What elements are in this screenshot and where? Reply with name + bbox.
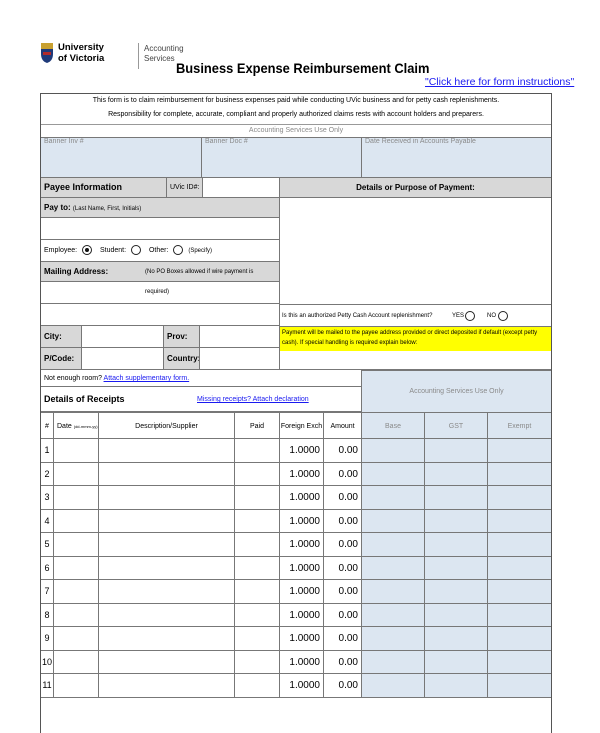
row-date-input[interactable]	[53, 580, 98, 604]
row-foreign-exch[interactable]: 1.0000	[279, 557, 323, 581]
row-amount: 0.00	[323, 580, 361, 604]
prov-input[interactable]	[199, 326, 279, 348]
mailing-address-hint: (No PO Boxes allowed if wire payment is required)	[145, 269, 254, 295]
intro-line-2: Responsibility for complete, accurate, compliant and properly authorized claims rests with account holders and preparers.	[108, 111, 484, 118]
row-number: 8	[41, 604, 53, 628]
petty-cash-no-radio[interactable]	[498, 311, 508, 321]
row-base-input[interactable]	[361, 439, 424, 463]
row-amount: 0.00	[323, 486, 361, 510]
banner-doc-field[interactable]	[201, 137, 361, 177]
col-exempt-header: Exempt	[487, 412, 551, 439]
row-paid-input[interactable]	[234, 651, 279, 675]
row-foreign-exch[interactable]: 1.0000	[279, 486, 323, 510]
petty-cash-yes-radio[interactable]	[465, 311, 475, 321]
row-paid-input[interactable]	[234, 674, 279, 698]
row-base-input[interactable]	[361, 627, 424, 651]
row-date-input[interactable]	[53, 533, 98, 557]
student-label: Student:	[99, 247, 127, 254]
petty-cash-row	[279, 304, 551, 326]
row-date-input[interactable]	[53, 651, 98, 675]
pcode-label: P/Code:	[41, 348, 81, 370]
employee-radio[interactable]	[82, 245, 92, 255]
mailing-address-input-2[interactable]	[41, 304, 279, 326]
row-exempt-input[interactable]	[487, 486, 551, 510]
row-date-input[interactable]	[53, 510, 98, 534]
row-gst-input[interactable]	[424, 463, 487, 487]
intro-line-1: This form is to claim reimbursement for business expenses paid while conducting UVic business and for petty cash replenishments.	[92, 97, 500, 104]
purpose-label: Details or Purpose of Payment:	[279, 177, 551, 198]
row-number: 2	[41, 463, 53, 487]
row-number: 5	[41, 533, 53, 557]
attach-supplementary-link[interactable]: Attach supplementary form.	[103, 375, 190, 382]
form-title: Business Expense Reimbursement Claim	[176, 60, 430, 76]
row-gst-input[interactable]	[424, 580, 487, 604]
row-number: 10	[41, 651, 53, 675]
row-gst-input[interactable]	[424, 486, 487, 510]
row-amount: 0.00	[323, 533, 361, 557]
row-foreign-exch[interactable]: 1.0000	[279, 439, 323, 463]
row-description-input[interactable]	[98, 439, 234, 463]
accounting-use-only-receipts: Accounting Services Use Only	[361, 370, 551, 412]
row-date-input[interactable]	[53, 627, 98, 651]
row-description-input[interactable]	[98, 557, 234, 581]
claim-form	[40, 93, 552, 733]
mail-notice	[279, 326, 551, 351]
row-base-input[interactable]	[361, 674, 424, 698]
row-amount: 0.00	[323, 557, 361, 581]
payee-type-row	[41, 240, 279, 262]
row-foreign-exch[interactable]: 1.0000	[279, 533, 323, 557]
row-date-input[interactable]	[53, 604, 98, 628]
employee-label: Employee:	[44, 247, 78, 254]
row-description-input[interactable]	[98, 627, 234, 651]
yes-label: YES	[452, 313, 465, 319]
row-description-input[interactable]	[98, 533, 234, 557]
missing-receipts-link[interactable]: Missing receipts? Attach declaration	[191, 387, 361, 412]
row-description-input[interactable]	[98, 463, 234, 487]
country-label: Country:	[163, 348, 199, 370]
col-date-header	[53, 412, 98, 439]
other-label: Other:	[148, 247, 169, 254]
pay-to-label: Pay to:	[44, 203, 71, 212]
col-amount-header: Amount	[323, 412, 361, 439]
row-foreign-exch[interactable]: 1.0000	[279, 651, 323, 675]
special-handling-input[interactable]	[279, 351, 551, 370]
col-gst-header: GST	[424, 412, 487, 439]
row-exempt-input[interactable]	[487, 604, 551, 628]
row-date-input[interactable]	[53, 463, 98, 487]
row-description-input[interactable]	[98, 510, 234, 534]
row-base-input[interactable]	[361, 463, 424, 487]
prov-label: Prov:	[163, 326, 199, 348]
uvic-name	[58, 42, 104, 64]
row-gst-input[interactable]	[424, 510, 487, 534]
row-amount: 0.00	[323, 651, 361, 675]
details-of-receipts-heading: Details of Receipts	[41, 387, 191, 412]
banner-doc-label: Banner Doc #	[205, 138, 248, 145]
not-enough-room-text: Not enough room?	[44, 375, 102, 382]
row-exempt-input[interactable]	[487, 439, 551, 463]
row-amount: 0.00	[323, 674, 361, 698]
col-base-header: Base	[361, 412, 424, 439]
row-number: 4	[41, 510, 53, 534]
row-foreign-exch[interactable]: 1.0000	[279, 580, 323, 604]
purpose-textarea[interactable]	[279, 198, 551, 304]
row-base-input[interactable]	[361, 557, 424, 581]
row-exempt-input[interactable]	[487, 580, 551, 604]
row-foreign-exch[interactable]: 1.0000	[279, 604, 323, 628]
row-paid-input[interactable]	[234, 627, 279, 651]
city-input[interactable]	[81, 326, 163, 348]
pay-to-hint: (Last Name, First, Initials)	[72, 206, 142, 212]
row-description-input[interactable]	[98, 651, 234, 675]
row-exempt-input[interactable]	[487, 651, 551, 675]
no-label: NO	[487, 313, 496, 319]
petty-cash-question: Is this an authorized Petty Cash Account replenishment?	[282, 313, 433, 319]
accounting-line-2: Services	[144, 54, 175, 63]
uvic-shield-icon	[40, 42, 54, 64]
row-date-input[interactable]	[53, 557, 98, 581]
row-number: 7	[41, 580, 53, 604]
row-base-input[interactable]	[361, 580, 424, 604]
row-exempt-input[interactable]	[487, 533, 551, 557]
row-exempt-input[interactable]	[487, 627, 551, 651]
row-date-input[interactable]	[53, 439, 98, 463]
pay-to-row	[41, 198, 279, 218]
row-amount: 0.00	[323, 463, 361, 487]
row-foreign-exch[interactable]: 1.0000	[279, 463, 323, 487]
row-paid-input[interactable]	[234, 604, 279, 628]
row-exempt-input[interactable]	[487, 463, 551, 487]
form-instructions-link[interactable]: "Click here for form instructions"	[425, 76, 575, 88]
student-radio[interactable]	[131, 245, 141, 255]
row-paid-input[interactable]	[234, 439, 279, 463]
logo-divider	[138, 43, 139, 69]
date-received-label: Date Received in Accounts Payable	[365, 138, 476, 145]
row-gst-input[interactable]	[424, 651, 487, 675]
uvic-id-input[interactable]	[202, 177, 279, 198]
mailing-address-input-1[interactable]	[41, 282, 279, 304]
mail-notice-line-2: cash). If special handling is required explain below:	[282, 340, 418, 346]
row-amount: 0.00	[323, 627, 361, 651]
accounting-use-only-top: Accounting Services Use Only	[248, 127, 344, 134]
col-date-format: (dd-mmm-yy)	[73, 424, 98, 429]
row-description-input[interactable]	[98, 486, 234, 510]
mail-notice-line-1: Payment will be mailed to the payee address provided or direct deposited if default (except petty	[282, 330, 538, 336]
row-foreign-exch[interactable]: 1.0000	[279, 674, 323, 698]
row-gst-input[interactable]	[424, 604, 487, 628]
date-received-field[interactable]	[361, 137, 551, 177]
row-gst-input[interactable]	[424, 557, 487, 581]
row-amount: 0.00	[323, 510, 361, 534]
payee-information-heading: Payee Information	[41, 177, 166, 198]
row-number: 9	[41, 627, 53, 651]
row-base-input[interactable]	[361, 604, 424, 628]
row-exempt-input[interactable]	[487, 674, 551, 698]
col-paid-header: Paid	[234, 412, 279, 439]
row-foreign-exch[interactable]: 1.0000	[279, 627, 323, 651]
uvic-line-1: University	[58, 42, 104, 53]
row-exempt-input[interactable]	[487, 557, 551, 581]
uvic-line-2: of Victoria	[58, 53, 105, 64]
row-gst-input[interactable]	[424, 533, 487, 557]
row-gst-input[interactable]	[424, 674, 487, 698]
row-number: 11	[41, 674, 53, 698]
row-paid-input[interactable]	[234, 510, 279, 534]
row-number: 6	[41, 557, 53, 581]
row-description-input[interactable]	[98, 580, 234, 604]
row-paid-input[interactable]	[234, 463, 279, 487]
row-gst-input[interactable]	[424, 439, 487, 463]
row-base-input[interactable]	[361, 510, 424, 534]
row-date-input[interactable]	[53, 674, 98, 698]
row-amount: 0.00	[323, 439, 361, 463]
row-base-input[interactable]	[361, 651, 424, 675]
uvic-id-label: UVic ID#:	[166, 177, 202, 198]
row-foreign-exch[interactable]: 1.0000	[279, 510, 323, 534]
row-description-input[interactable]	[98, 674, 234, 698]
col-foreign-exch-header: Foreign Exch	[279, 412, 323, 439]
row-number: 1	[41, 439, 53, 463]
col-num-header: #	[41, 412, 53, 439]
row-date-input[interactable]	[53, 486, 98, 510]
other-radio[interactable]	[173, 245, 183, 255]
row-gst-input[interactable]	[424, 627, 487, 651]
banner-inv-label: Banner Inv #	[44, 138, 84, 145]
row-paid-input[interactable]	[234, 580, 279, 604]
mailing-address-label: Mailing Address:	[44, 267, 109, 276]
mailing-address-row	[41, 262, 279, 295]
row-amount: 0.00	[323, 604, 361, 628]
specify-hint: (Specify)	[188, 248, 212, 254]
accounting-line-1: Accounting	[144, 44, 184, 53]
row-number: 3	[41, 486, 53, 510]
row-description-input[interactable]	[98, 604, 234, 628]
not-enough-room-row	[41, 370, 361, 387]
col-date-label: Date	[57, 423, 72, 430]
row-exempt-input[interactable]	[487, 510, 551, 534]
banner-inv-field[interactable]	[41, 137, 201, 177]
row-paid-input[interactable]	[234, 557, 279, 581]
row-base-input[interactable]	[361, 486, 424, 510]
country-input[interactable]	[199, 348, 279, 370]
city-label: City:	[41, 326, 81, 348]
col-description-header: Description/Supplier	[98, 412, 234, 439]
row-paid-input[interactable]	[234, 533, 279, 557]
pay-to-input[interactable]	[41, 218, 279, 240]
row-paid-input[interactable]	[234, 486, 279, 510]
pcode-input[interactable]	[81, 348, 163, 370]
row-base-input[interactable]	[361, 533, 424, 557]
